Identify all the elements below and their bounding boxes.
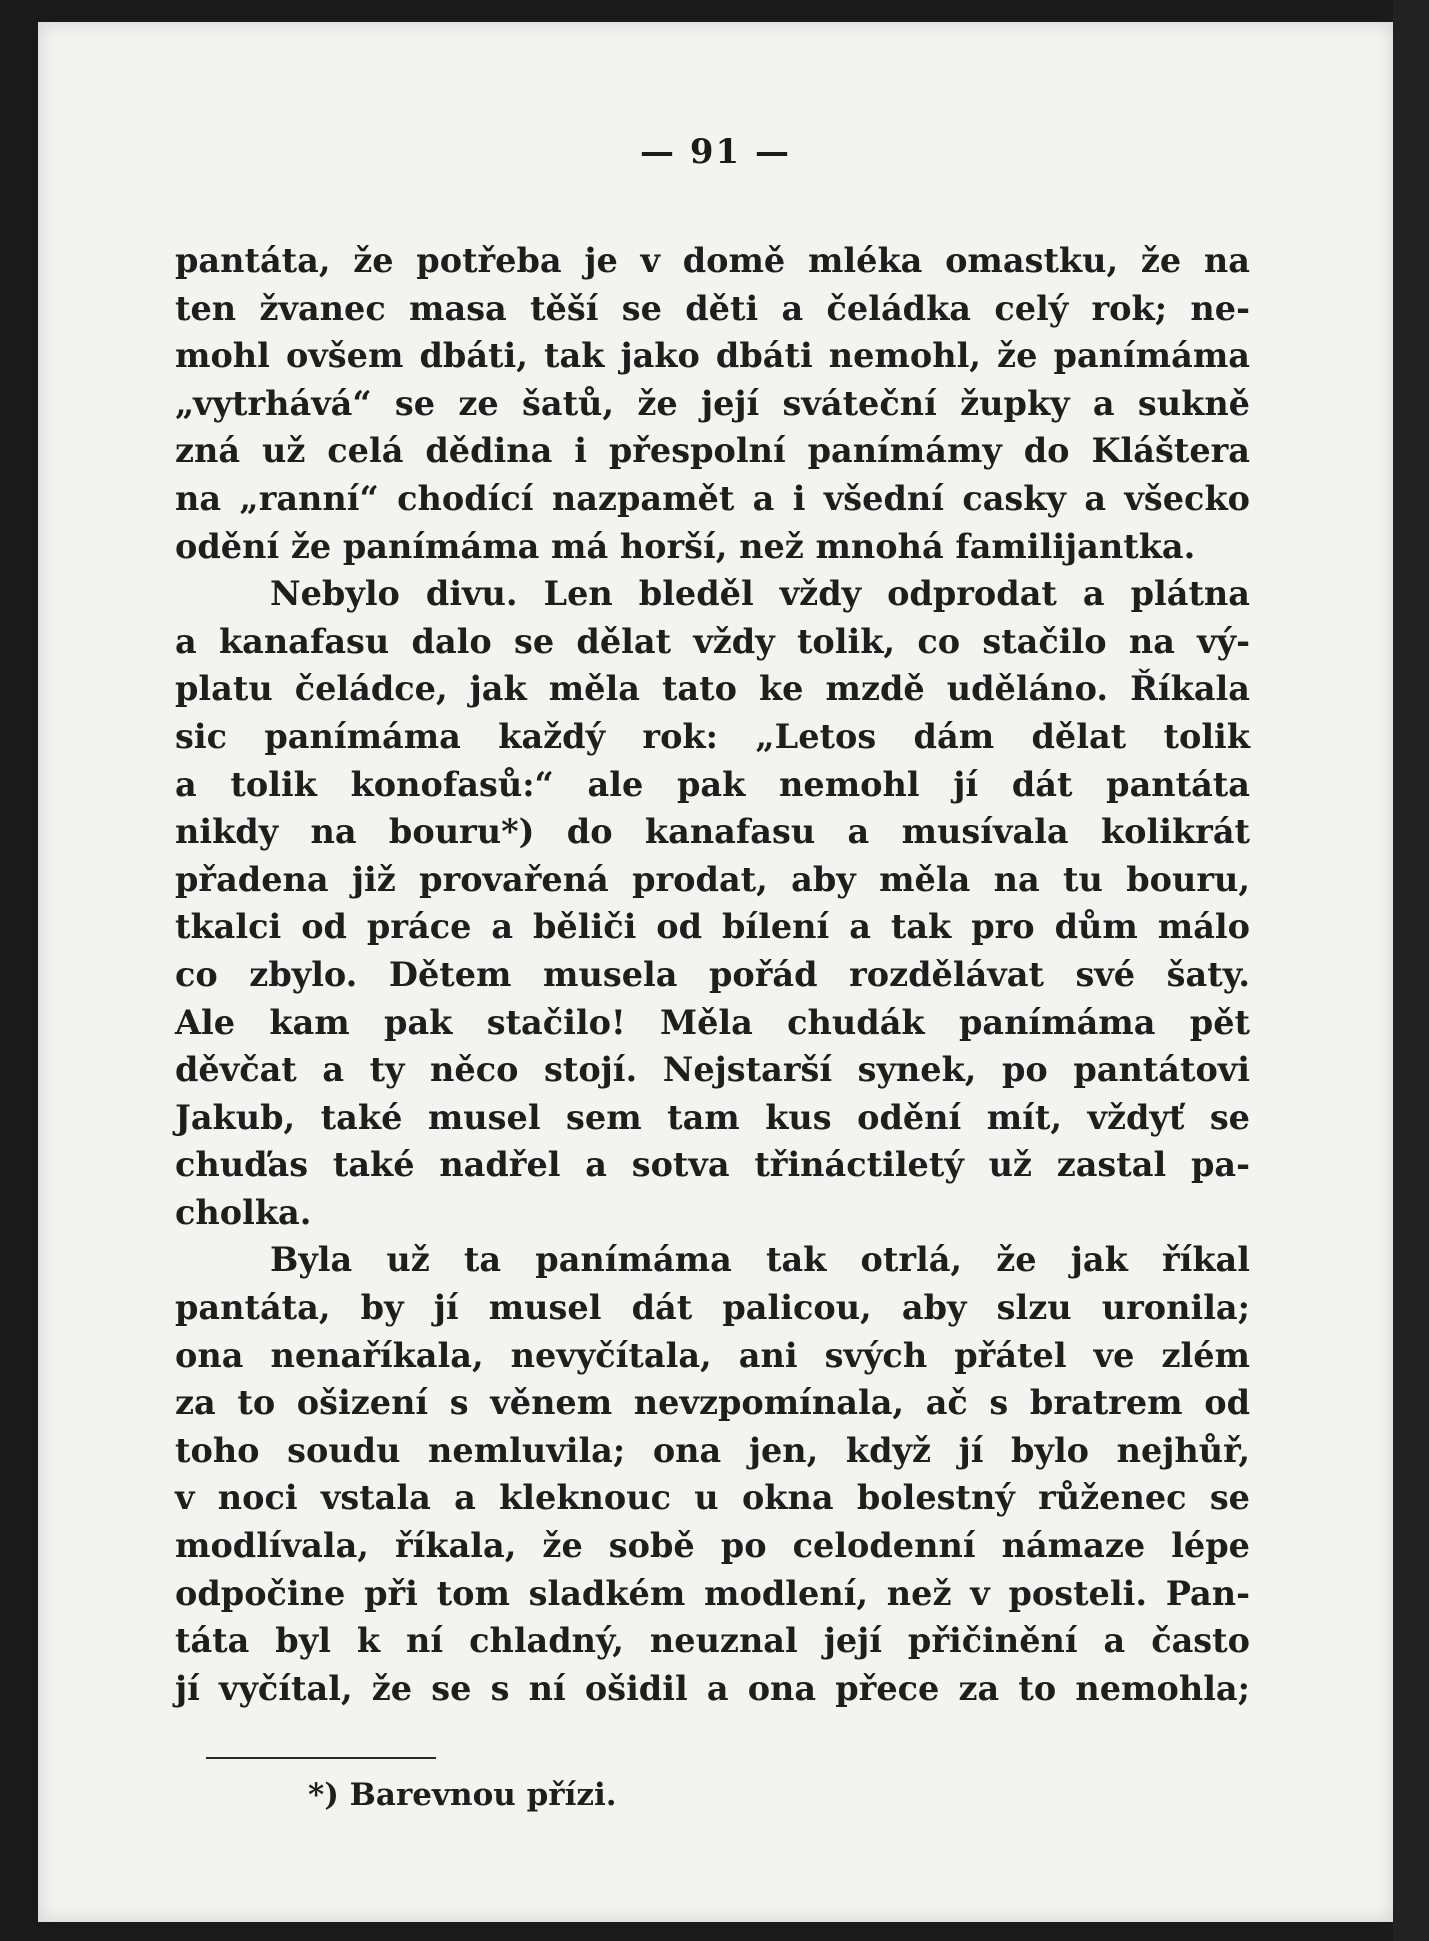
text-line: nikdy na bouru*) do kanafasu a musívala kolikrát [175,812,1250,852]
text-line: na „ranní“ chodící nazpamět a i všední casky a všecko [175,478,1250,518]
text-line: odpočine při tom sladkém modlení, než v posteli. Pan- [175,1573,1250,1613]
text-line: Ale kam pak stačilo! Měla chudák panímáma pět [175,1002,1250,1042]
text-line: Byla už ta panímáma tak otrlá, že jak říkal [270,1240,1250,1280]
text-line: platu čeládce, jak měla tato ke mzdě uděláno. Říkala [175,669,1250,709]
text-line: za to ošizení s věnem nevzpomínala, ač s bratrem od [175,1383,1250,1423]
text-line: toho soudu nemluvila; ona jen, když jí bylo nejhůř, [175,1430,1250,1470]
book-page [38,22,1393,1922]
text-line: „vytrhává“ se ze šatů, že její sváteční župky a sukně [175,383,1250,423]
text-line: táta byl k ní chladný, neuznal její přičinění a často [175,1621,1250,1661]
text-line: a kanafasu dalo se dělat vždy tolik, co stačilo na vý- [175,621,1250,661]
scan-edge [1393,0,1429,1941]
text-line: pantáta, by jí musel dát palicou, aby slzu uronila; [175,1288,1250,1328]
text-line: přadena již provařená prodat, aby měla na tu bouru, [175,859,1250,899]
footnote: *) Barevnou přízi. [308,1777,617,1813]
text-line: děvčat a ty něco stojí. Nejstarší synek, po pantátovi [175,1050,1250,1090]
page-number: — 91 — [640,132,791,172]
text-line: modlívala, říkala, že sobě po celodenní námaze lépe [175,1526,1250,1566]
text-line: mohl ovšem dbáti, tak jako dbáti nemohl, že panímáma [175,336,1250,376]
text-line: jí vyčítal, že se s ní ošidil a ona přece za to nemohla; [175,1668,1250,1708]
text-line: Jakub, také musel sem tam kus odění mít, vždyť se [175,1097,1250,1137]
text-line: sic panímáma každý rok: „Letos dám dělat tolik [175,716,1250,756]
text-line: chuďas také nadřel a sotva třináctiletý už zastal pa- [175,1145,1250,1185]
text-line: tkalci od práce a běliči od bílení a tak pro dům málo [175,907,1250,947]
text-line: ten žvanec masa těší se děti a čeládka celý rok; ne- [175,288,1250,328]
text-line: zná už celá dědina i přespolní panímámy do Kláštera [175,431,1250,471]
text-line: odění že panímáma má horší, než mnohá familijantka. [175,526,1196,566]
text-line: Nebylo divu. Len bleděl vždy odprodat a plátna [270,574,1250,614]
text-line: ona nenaříkala, nevyčítala, ani svých přátel ve zlém [175,1335,1250,1375]
body-text [175,237,1250,1712]
text-line: a tolik konofasů:“ ale pak nemohl jí dát pantáta [175,764,1250,804]
text-line: cholka. [175,1192,312,1232]
text-line: v noci vstala a kleknouc u okna bolestný růženec se [175,1478,1250,1518]
text-line: pantáta, že potřeba je v domě mléka omastku, že na [175,241,1250,280]
text-line: co zbylo. Dětem musela pořád rozdělávat své šaty. [175,954,1250,994]
footnote-divider [206,1757,436,1759]
